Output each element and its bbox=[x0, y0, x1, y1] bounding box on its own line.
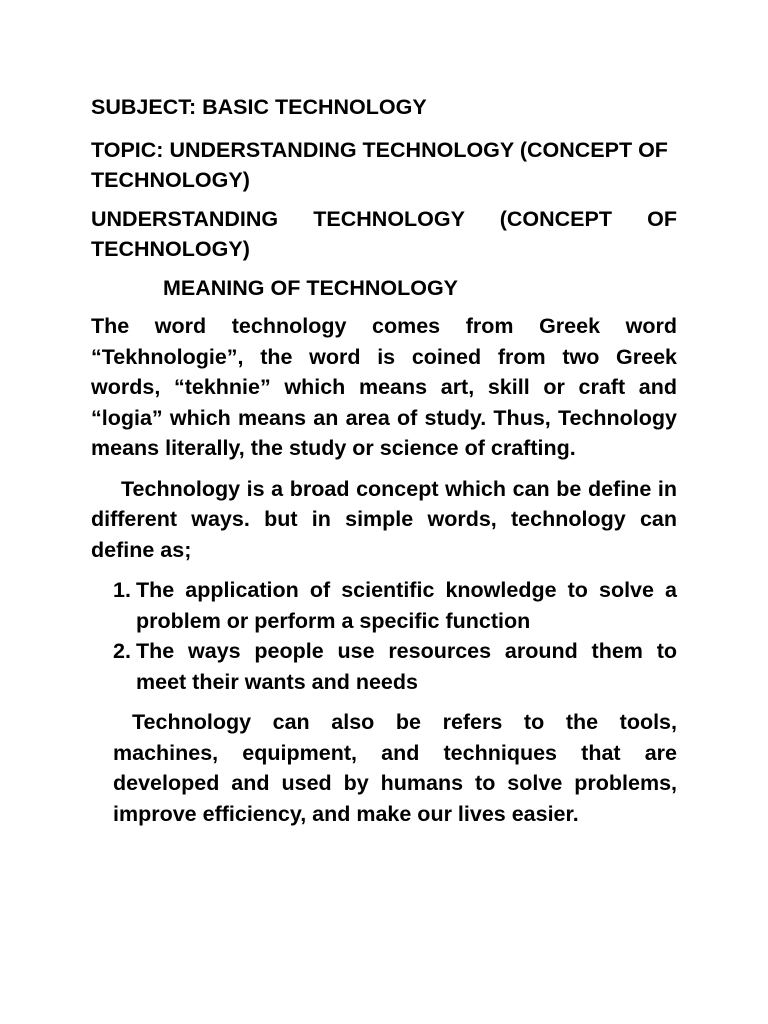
list-item-number: 2. bbox=[113, 639, 131, 663]
subject-line: SUBJECT: BASIC TECHNOLOGY bbox=[91, 95, 427, 119]
list-item bbox=[91, 575, 677, 636]
paragraph-definition-intro: Technology is a broad concept which can be define in different ways. but in simple words, technology can define as; bbox=[91, 476, 677, 562]
meaning-heading: MEANING OF TECHNOLOGY bbox=[163, 275, 459, 300]
paragraph-tools: Technology can also be refers to the tools, machines, equipment, and techniques that are developed and used by humans to solve problems, improve efficiency, and make our lives easier. bbox=[113, 710, 677, 826]
section-title: UNDERSTANDING TECHNOLOGY (CONCEPT OF TECHNOLOGY) bbox=[91, 206, 677, 261]
list-item bbox=[91, 636, 677, 697]
topic-line: TOPIC: UNDERSTANDING TECHNOLOGY (CONCEPT OF TECHNOLOGY) bbox=[91, 137, 668, 192]
paragraph-etymology: The word technology comes from Greek word “Tekhnologie”, the word is coined from two Greek words, “tekhnie” which means art, skill or craft and “logia” which means an area of study. Thus, Technology means literally, the study or science of crafting. bbox=[91, 314, 677, 460]
list-item-text: The ways people use resources around them to meet their wants and needs bbox=[136, 639, 677, 694]
list-item-number: 1. bbox=[113, 578, 131, 602]
list-item-text: The application of scientific knowledge to solve a problem or perform a specific function bbox=[136, 578, 677, 633]
definition-list bbox=[91, 575, 677, 697]
document-page bbox=[91, 92, 677, 839]
